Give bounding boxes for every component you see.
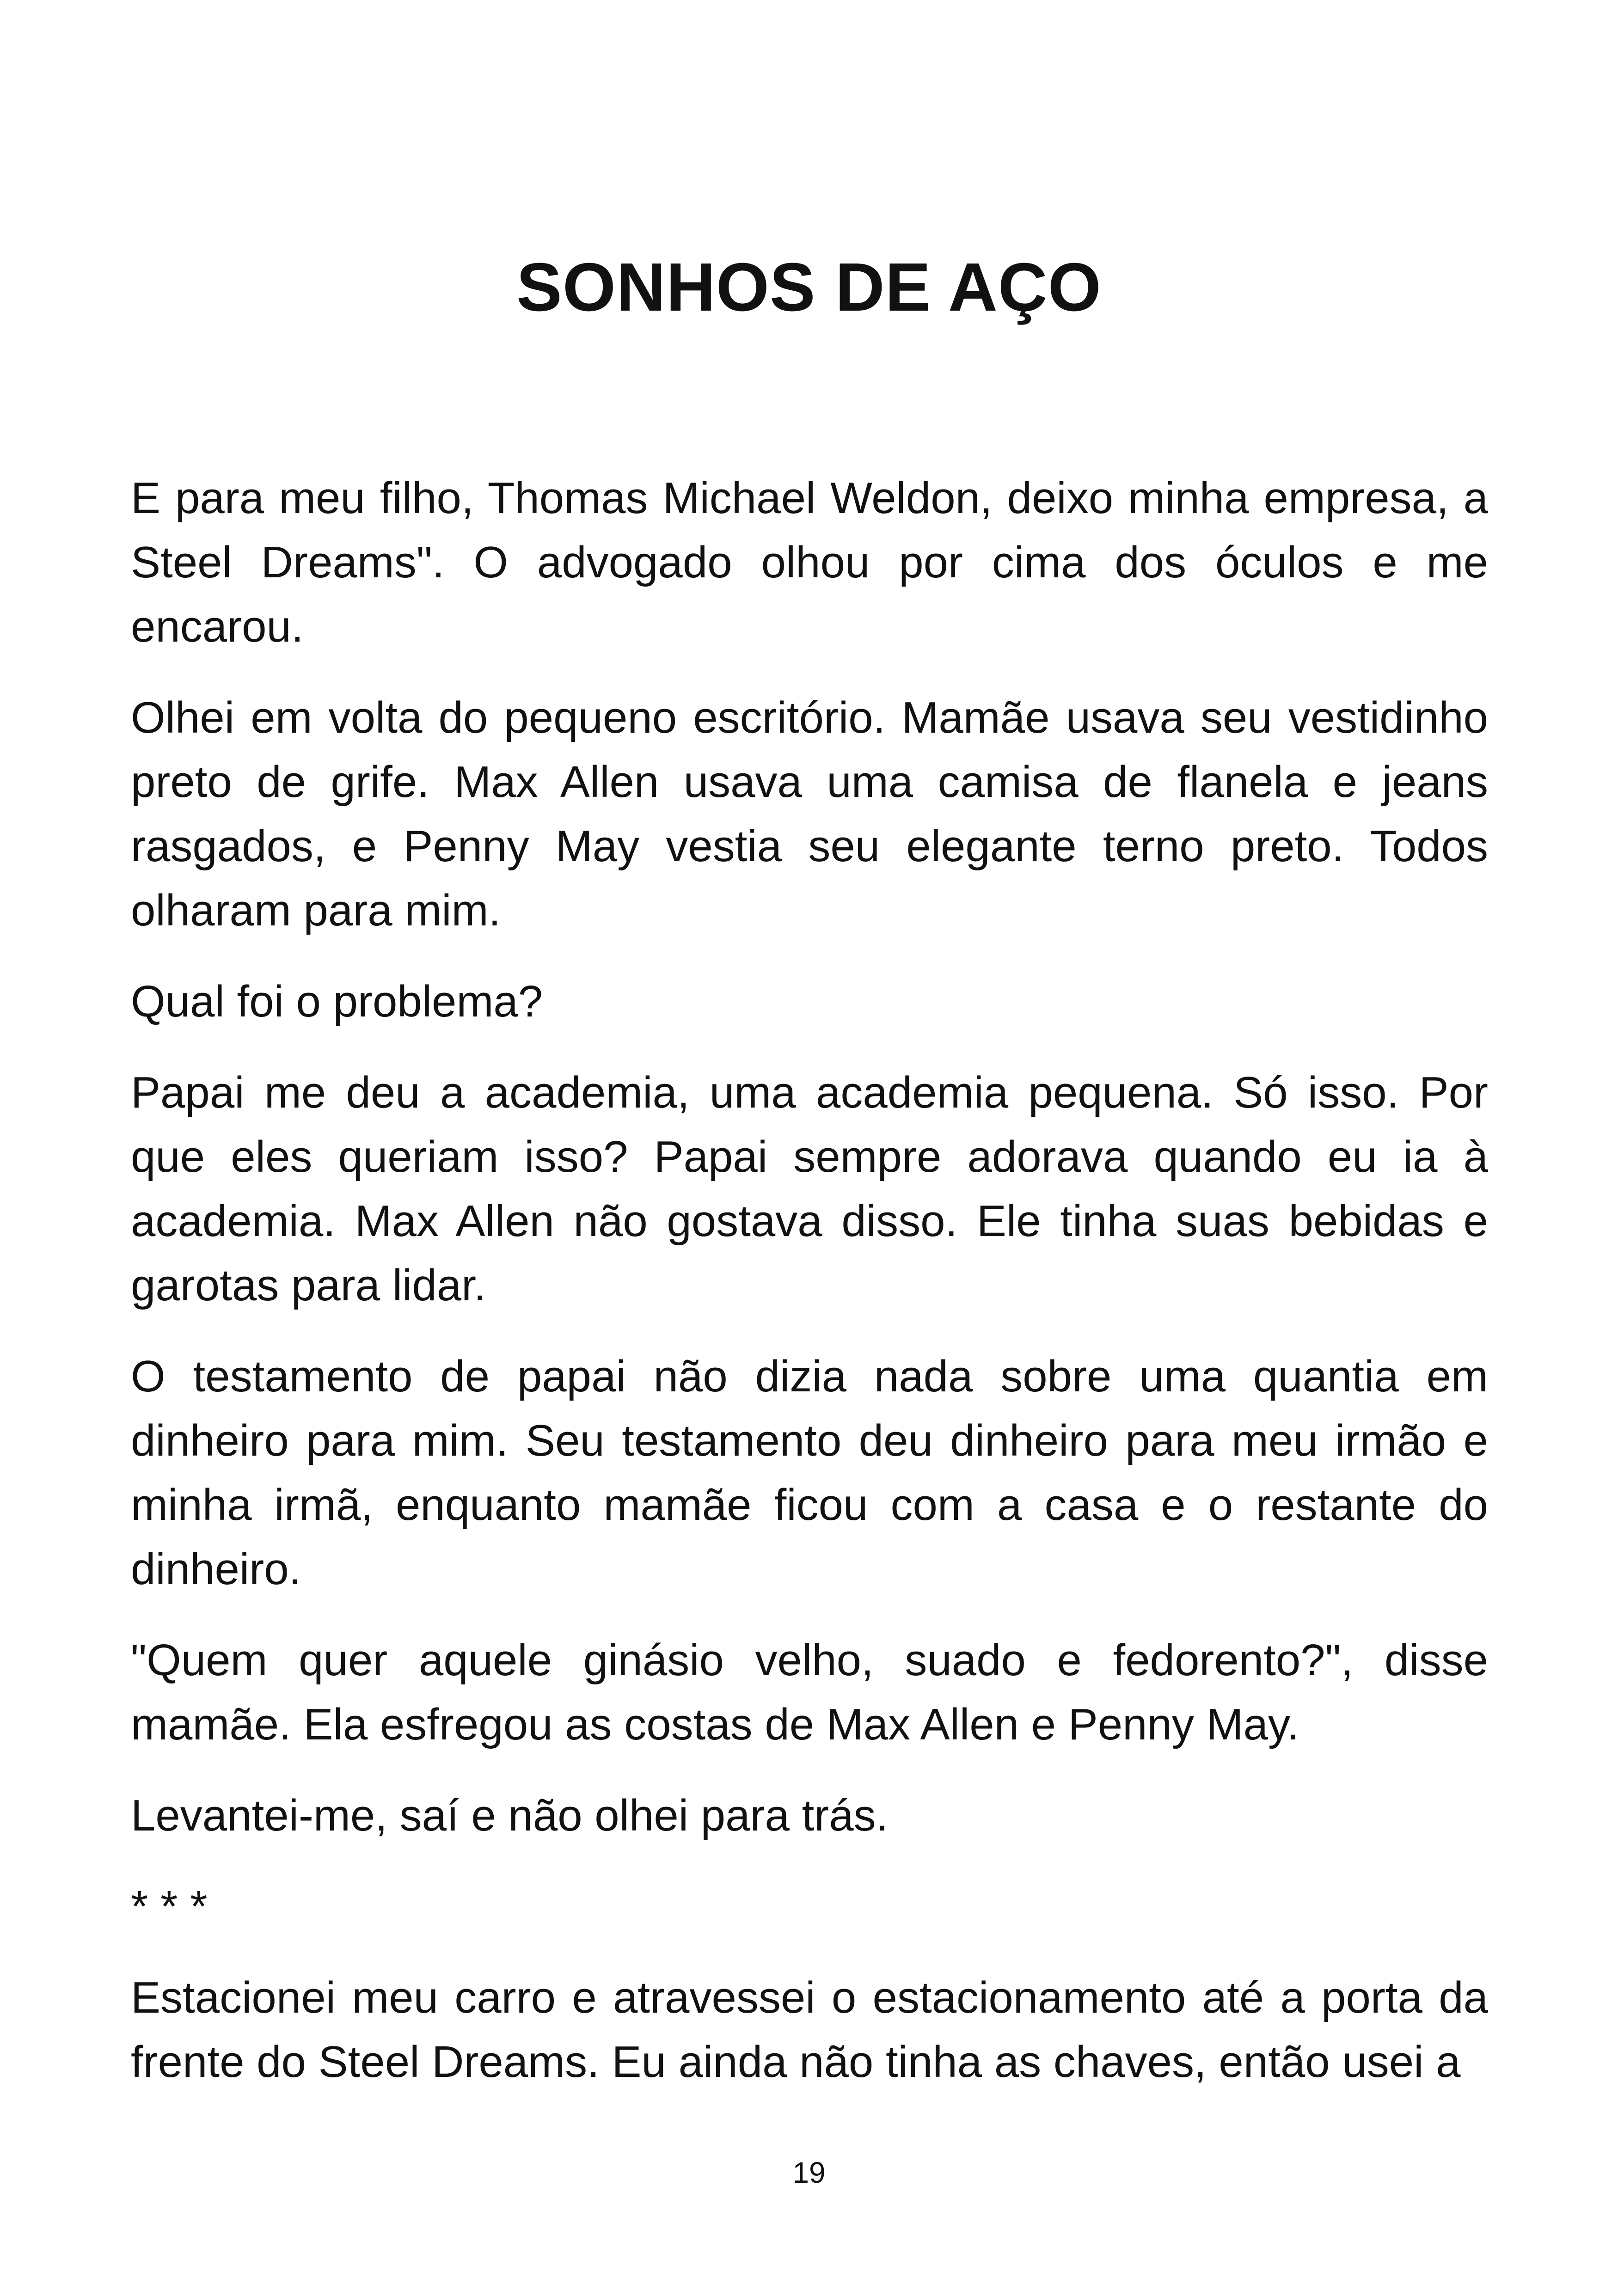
page-number: 19	[792, 2156, 826, 2189]
chapter-title: SONHOS DE AÇO	[516, 249, 1102, 325]
body-text	[131, 466, 1488, 2094]
paragraph: Qual foi o problema?	[131, 977, 543, 1026]
paragraph: Levantei-me, saí e não olhei para trás.	[131, 1791, 889, 1840]
paragraph: "Quem quer aquele ginásio velho, suado e fedorento?", disse mamãe. Ela esfregou as costas de Max Allen e Penny May.	[131, 1635, 1488, 1749]
paragraph: E para meu filho, Thomas Michael Weldon, deixo minha empresa, a Steel Dreams". O advogado olhou por cima dos óculos e me encarou.	[131, 473, 1488, 651]
paragraph: O testamento de papai não dizia nada sobre uma quantia em dinheiro para mim. Seu testamento deu dinheiro para meu irmão e minha irmã, enquanto mamãe ficou com a casa e o restante do dinheiro.	[131, 1352, 1488, 1594]
scene-break: * * *	[131, 1882, 208, 1931]
paragraph: Papai me deu a academia, uma academia pequena. Só isso. Por que eles queriam isso? Papai sempre adorava quando eu ia à academia. Max Allen não gostava disso. Ele tinha suas bebidas e garotas para lidar.	[131, 1068, 1488, 1310]
paragraph: Olhei em volta do pequeno escritório. Mamãe usava seu vestidinho preto de grife. Max Allen usava uma camisa de flanela e jeans rasgados, e Penny May vestia seu elegante terno preto. Todos olharam para mim.	[131, 693, 1488, 935]
paragraph: Estacionei meu carro e atravessei o estacionamento até a porta da frente do Steel Dreams. Eu ainda não tinha as chaves, então usei a	[131, 1973, 1488, 2087]
